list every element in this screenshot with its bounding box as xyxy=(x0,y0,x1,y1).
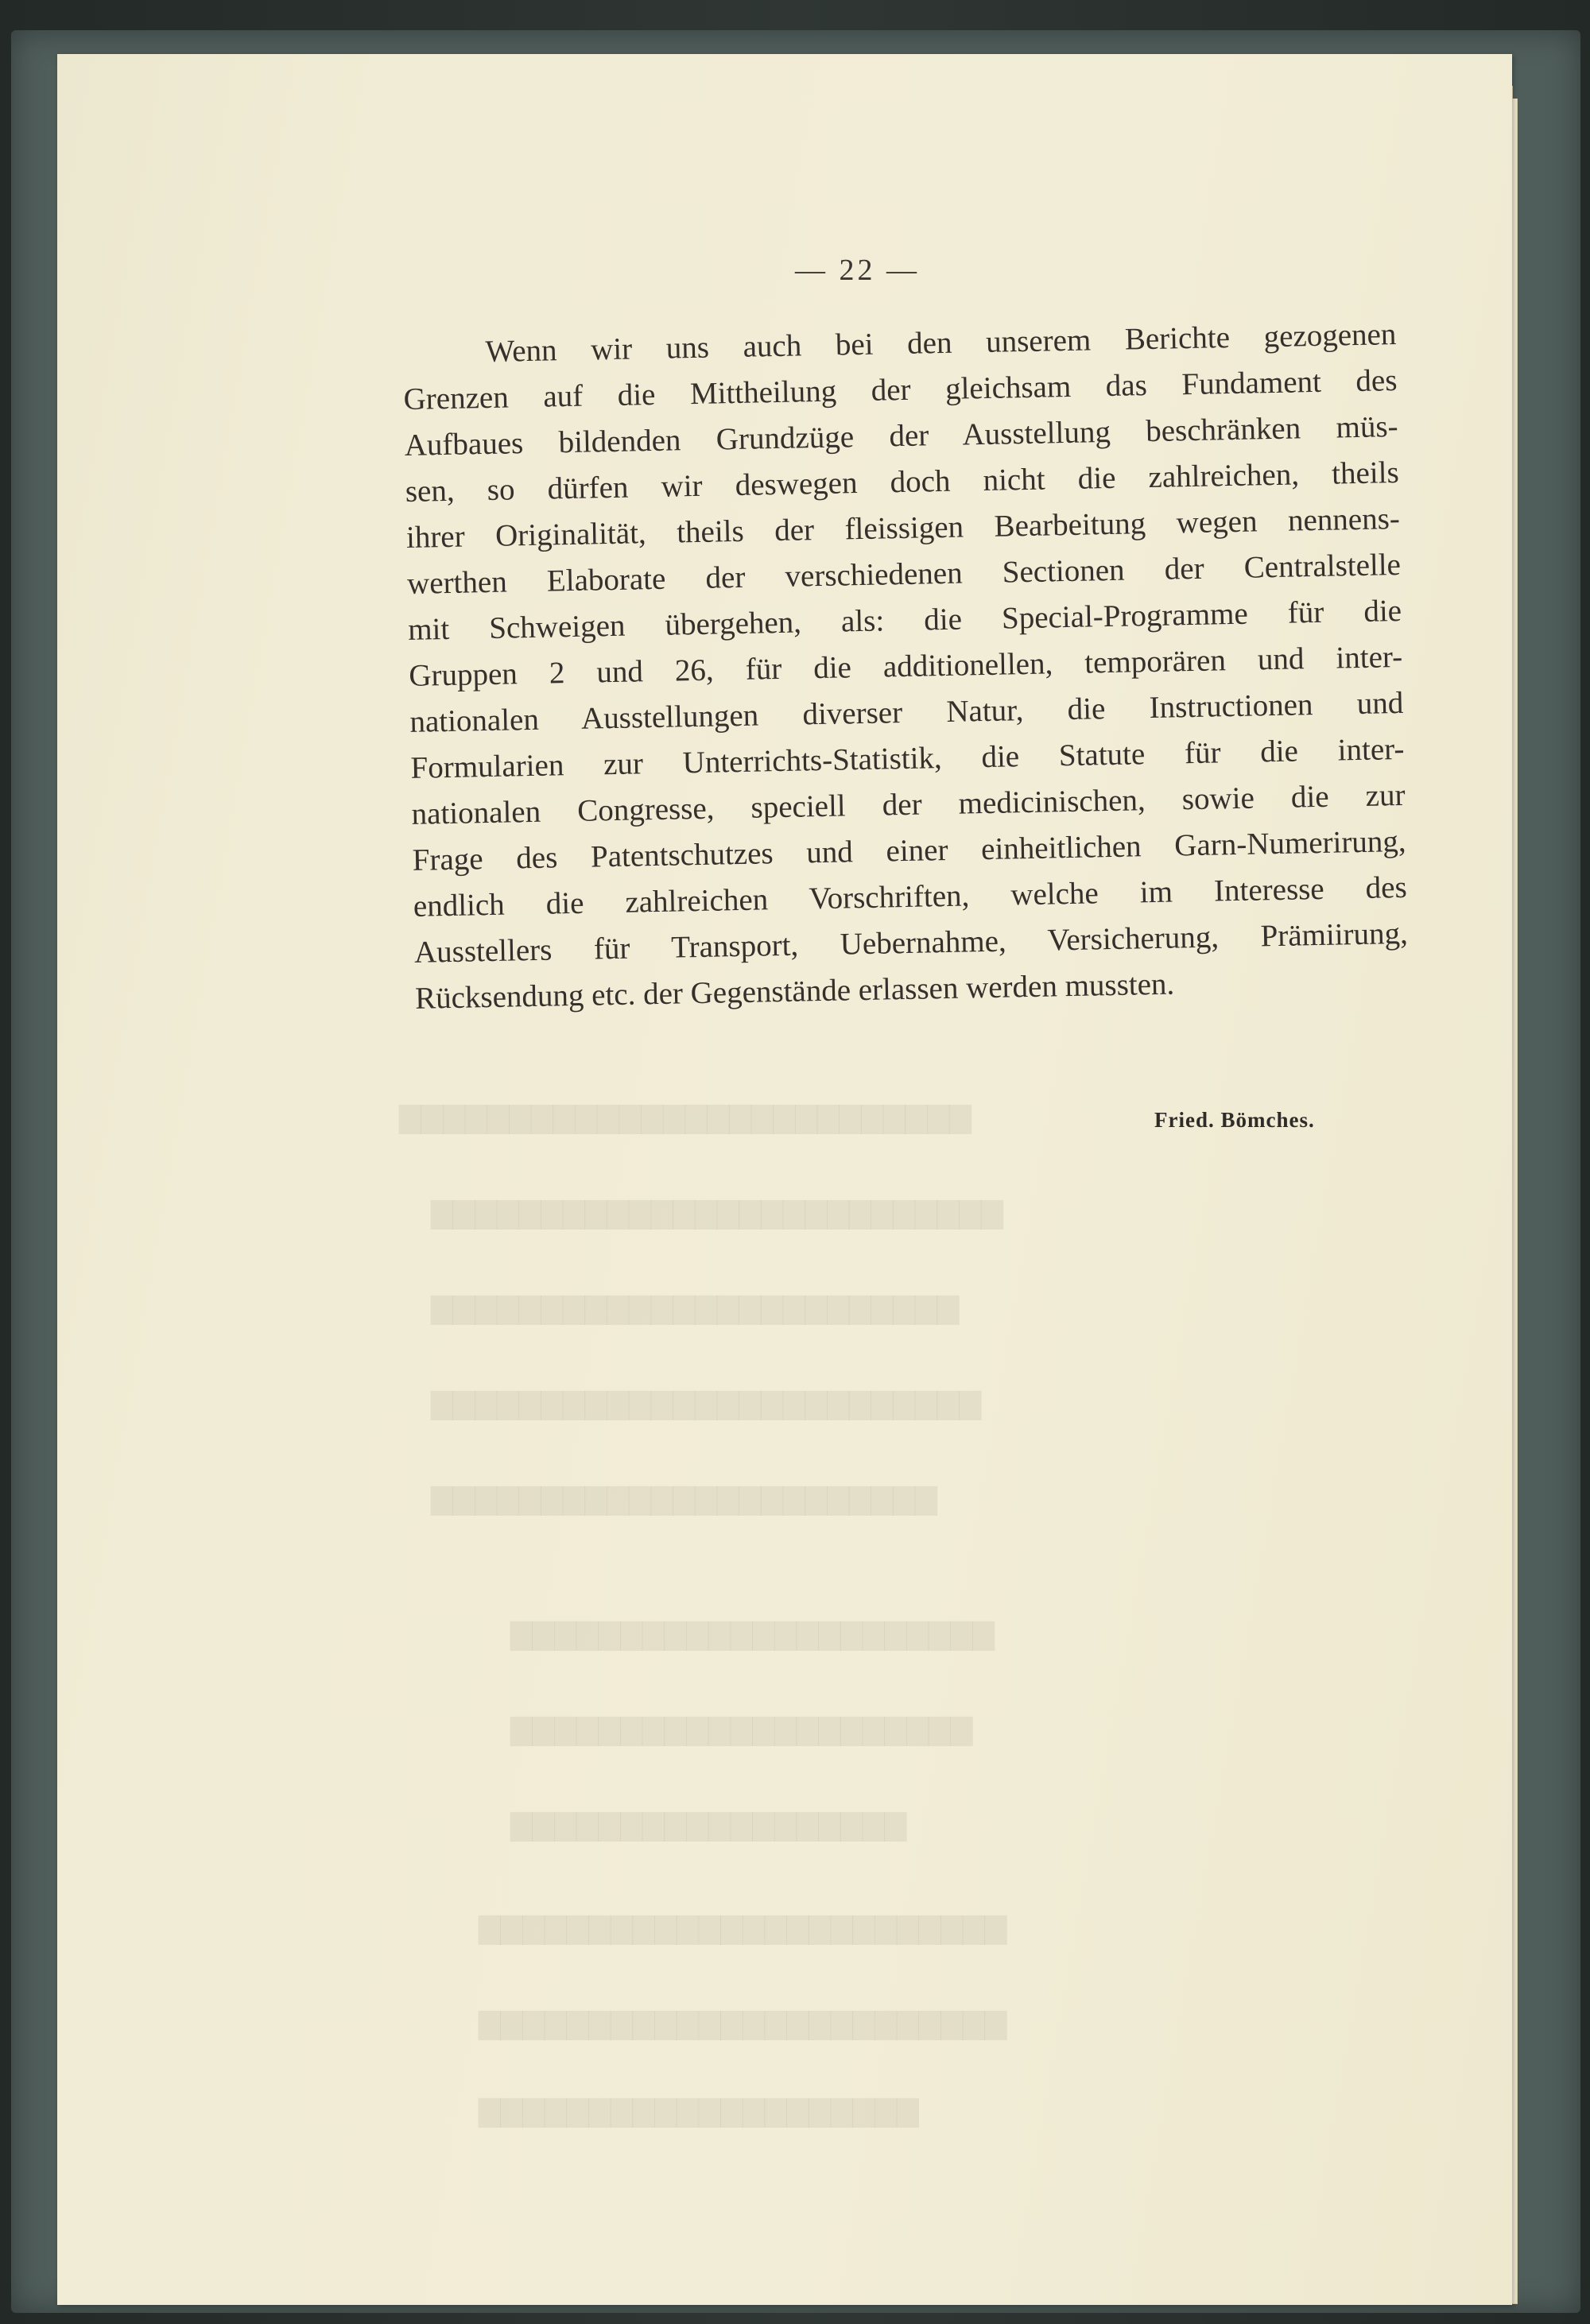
text-line: Rücksendung etc. der Gegenstände erlassen werden mussten. xyxy=(414,966,1175,1016)
text-line: Ausstellers für Transport, Uebernahme, Versicherung, Prämiirung, xyxy=(413,916,1409,970)
show-through-shadow: ▇▇▇▇▇▇▇▇▇▇▇▇▇▇▇▇▇▇▇▇▇ xyxy=(510,1714,973,1745)
show-through-shadow: ▇▇▇▇▇▇▇▇▇▇▇▇▇▇▇▇▇▇ xyxy=(510,1809,907,1841)
text-line: Frage des Patentschutzes und einer einheitlichen Garn-Numerirung, xyxy=(412,823,1406,877)
show-through-shadow: ▇▇▇▇▇▇▇▇▇▇▇▇▇▇▇▇▇▇▇▇▇▇▇▇ xyxy=(431,1292,960,1324)
text-line: ihrer Originalität, theils der fleissigen Bearbeitung wegen nennens- xyxy=(405,501,1401,555)
show-through-shadow: ▇▇▇▇▇▇▇▇▇▇▇▇▇▇▇▇▇▇▇▇▇▇▇ xyxy=(431,1483,937,1515)
show-through-shadow: ▇▇▇▇▇▇▇▇▇▇▇▇▇▇▇▇▇▇▇▇▇▇▇▇▇▇ xyxy=(399,1102,971,1133)
text-line: mit Schweigen übergehen, als: die Special-Programme für die xyxy=(407,593,1402,647)
show-through-shadow: ▇▇▇▇▇▇▇▇▇▇▇▇▇▇▇▇▇▇▇▇▇▇▇▇ xyxy=(479,1912,1007,1944)
page-number: — 22 — xyxy=(795,254,920,287)
show-through-shadow: ▇▇▇▇▇▇▇▇▇▇▇▇▇▇▇▇▇▇▇▇▇▇▇▇▇ xyxy=(431,1388,982,1420)
text-line: nationalen Congresse, speciell der medicinischen, sowie die zur xyxy=(411,777,1406,831)
text-line: Grenzen auf die Mittheilung der gleichsam das Fundament des xyxy=(403,362,1398,416)
show-through-shadow: ▇▇▇▇▇▇▇▇▇▇▇▇▇▇▇▇▇▇▇▇▇▇▇▇ xyxy=(479,2008,1007,2039)
show-through-shadow: ▇▇▇▇▇▇▇▇▇▇▇▇▇▇▇▇▇▇▇▇▇▇▇▇▇▇ xyxy=(431,1197,1003,1229)
body-paragraph xyxy=(402,312,1409,1022)
show-through-shadow: ▇▇▇▇▇▇▇▇▇▇▇▇▇▇▇▇▇▇▇▇ xyxy=(479,2095,919,2127)
text-line: sen, so dürfen wir deswegen doch nicht die zahlreichen, theils xyxy=(405,455,1400,509)
text-line: Formularien zur Unterrichts-Statistik, die Statute für die inter- xyxy=(410,731,1405,785)
text-line: Wenn wir uns auch bei den unserem Berichte gezogenen xyxy=(485,317,1397,369)
show-through-shadow: ▇▇▇▇▇▇▇▇▇▇▇▇▇▇▇▇▇▇▇▇▇▇ xyxy=(510,1618,995,1650)
text-line: werthen Elaborate der verschiedenen Sectionen der Centralstelle xyxy=(406,547,1402,601)
author-signature: Fried. Bömches. xyxy=(1154,1108,1315,1132)
text-line: endlich die zahlreichen Vorschriften, welche im Interesse des xyxy=(413,870,1408,924)
text-line: Gruppen 2 und 26, für die additionellen, temporären und inter- xyxy=(408,639,1403,693)
text-line: nationalen Ausstellungen diverser Natur, die Instructionen und xyxy=(409,685,1404,739)
text-line: Aufbaues bildenden Grundzüge der Ausstellung beschränken müs- xyxy=(404,409,1398,463)
